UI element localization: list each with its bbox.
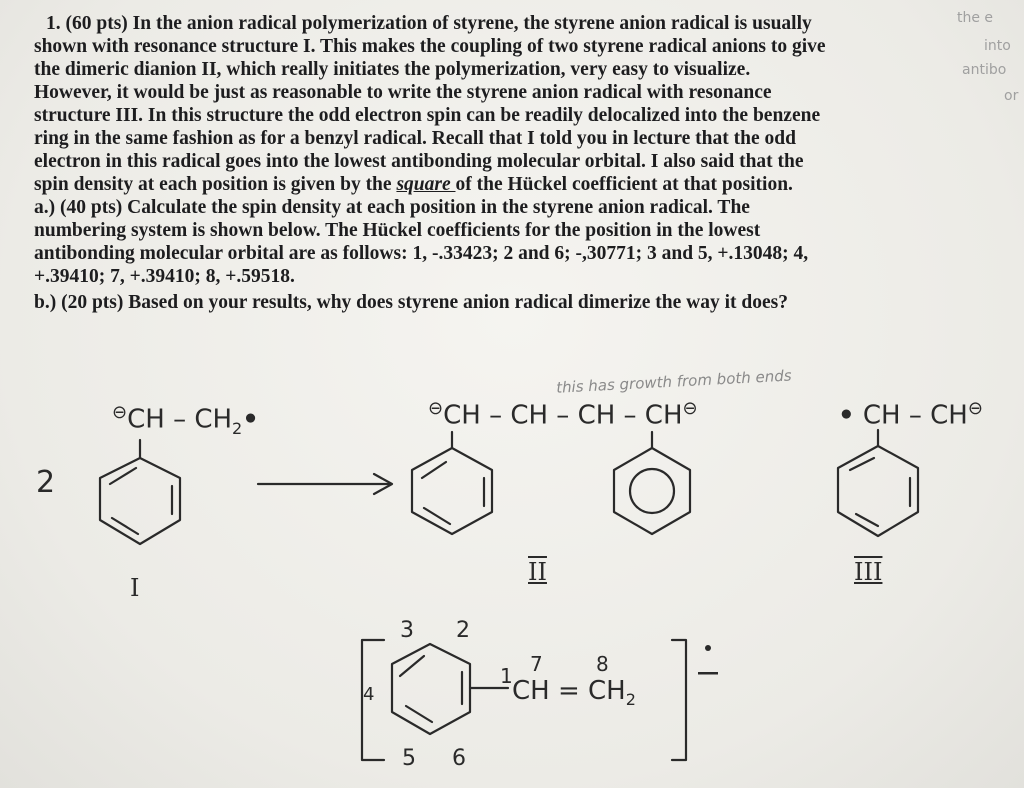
question-line-3: the dimeric dianion II, which really initiates the polymerization, very easy to visualize. (34, 59, 751, 80)
structure-III-formula-text: CH – CH (862, 400, 968, 431)
numbering-structure (362, 640, 686, 760)
minus-sign-icon (698, 672, 718, 675)
structure-I-sub: 2 (232, 418, 243, 438)
spin-line-after: of the Hückel coefficient at that position. (455, 174, 793, 195)
radical-dot-icon: • (242, 404, 259, 435)
margin-note-3: antibo (962, 62, 1007, 78)
question-line-10: antibonding molecular orbital are as follows: 1, -.33423; 2 and 6; -,30771; 3 and 5, +.13048; 4, (34, 243, 809, 264)
question-line-1: 1. (60 pts) In the anion radical polymerization of styrene, the styrene anion radical is usually (46, 13, 812, 34)
benzene-ring-II-right (614, 432, 690, 534)
position-7: 7 (530, 652, 543, 676)
question-line-4: However, it would be just as reasonable to write the styrene anion radical with resonance (34, 82, 772, 103)
radical-dot-icon (705, 645, 711, 651)
structure-II-formula-text: CH – CH – CH – CH (443, 400, 683, 431)
question-line-7: electron in this radical goes into the lowest antibonding molecular orbital. I also said that the (34, 151, 804, 172)
numbering-chain-text: CH = CH (512, 676, 626, 706)
structure-I-formula-text: CH – CH (127, 404, 233, 435)
question-line-5: structure III. In this structure the odd electron spin can be readily delocalized into the benzene (34, 105, 821, 126)
position-4: 4 (363, 684, 375, 705)
question-line-6: ring in the same fashion as for a benzyl radical. Recall that I told you in lecture that the odd (34, 128, 796, 149)
label-III: III (854, 558, 883, 586)
margin-note-1: the e (957, 10, 994, 26)
radical-dot-icon: • (838, 400, 855, 431)
anion-charge-icon: ⊖ (428, 398, 444, 419)
spin-line-emphasis: square (396, 174, 456, 195)
question-line-11: +.39410; 7, +.39410; 8, +.59518. (34, 266, 295, 287)
question-line-9: numbering system is shown below. The Hückel coefficients for the position in the lowest (34, 220, 761, 241)
position-2: 2 (456, 618, 470, 643)
position-8: 8 (596, 652, 609, 676)
benzene-ring-II-left (412, 432, 492, 534)
question-line-12: b.) (20 pts) Based on your results, why does styrene anion radical dimerize the way it does? (34, 292, 789, 313)
label-II: II (528, 558, 547, 586)
position-5: 5 (402, 746, 416, 771)
pencil-note: this has growth from both ends (555, 366, 792, 397)
benzene-ring-III (838, 430, 918, 536)
label-I: I (130, 574, 140, 602)
anion-charge-icon: ⊖ (967, 398, 983, 419)
question-line-2: shown with resonance structure I. This makes the coupling of two styrene radical anions to give (34, 36, 826, 57)
question-line-8: a.) (40 pts) Calculate the spin density at each position in the styrene anion radical. The (34, 197, 750, 218)
margin-note-2: into (984, 38, 1011, 54)
position-6: 6 (452, 746, 466, 771)
numbering-chain-sub: 2 (625, 690, 636, 710)
benzene-ring-I (100, 440, 180, 544)
position-1: 1 (500, 664, 513, 688)
anion-charge-icon: ⊖ (112, 402, 128, 423)
anion-charge-icon: ⊖ (682, 398, 698, 419)
position-3: 3 (400, 618, 414, 643)
spin-line-before: spin density at each position is given by the (34, 174, 397, 195)
reaction-coefficient: 2 (36, 465, 56, 500)
margin-note-4: or (1004, 88, 1019, 104)
reaction-arrow (258, 474, 392, 494)
